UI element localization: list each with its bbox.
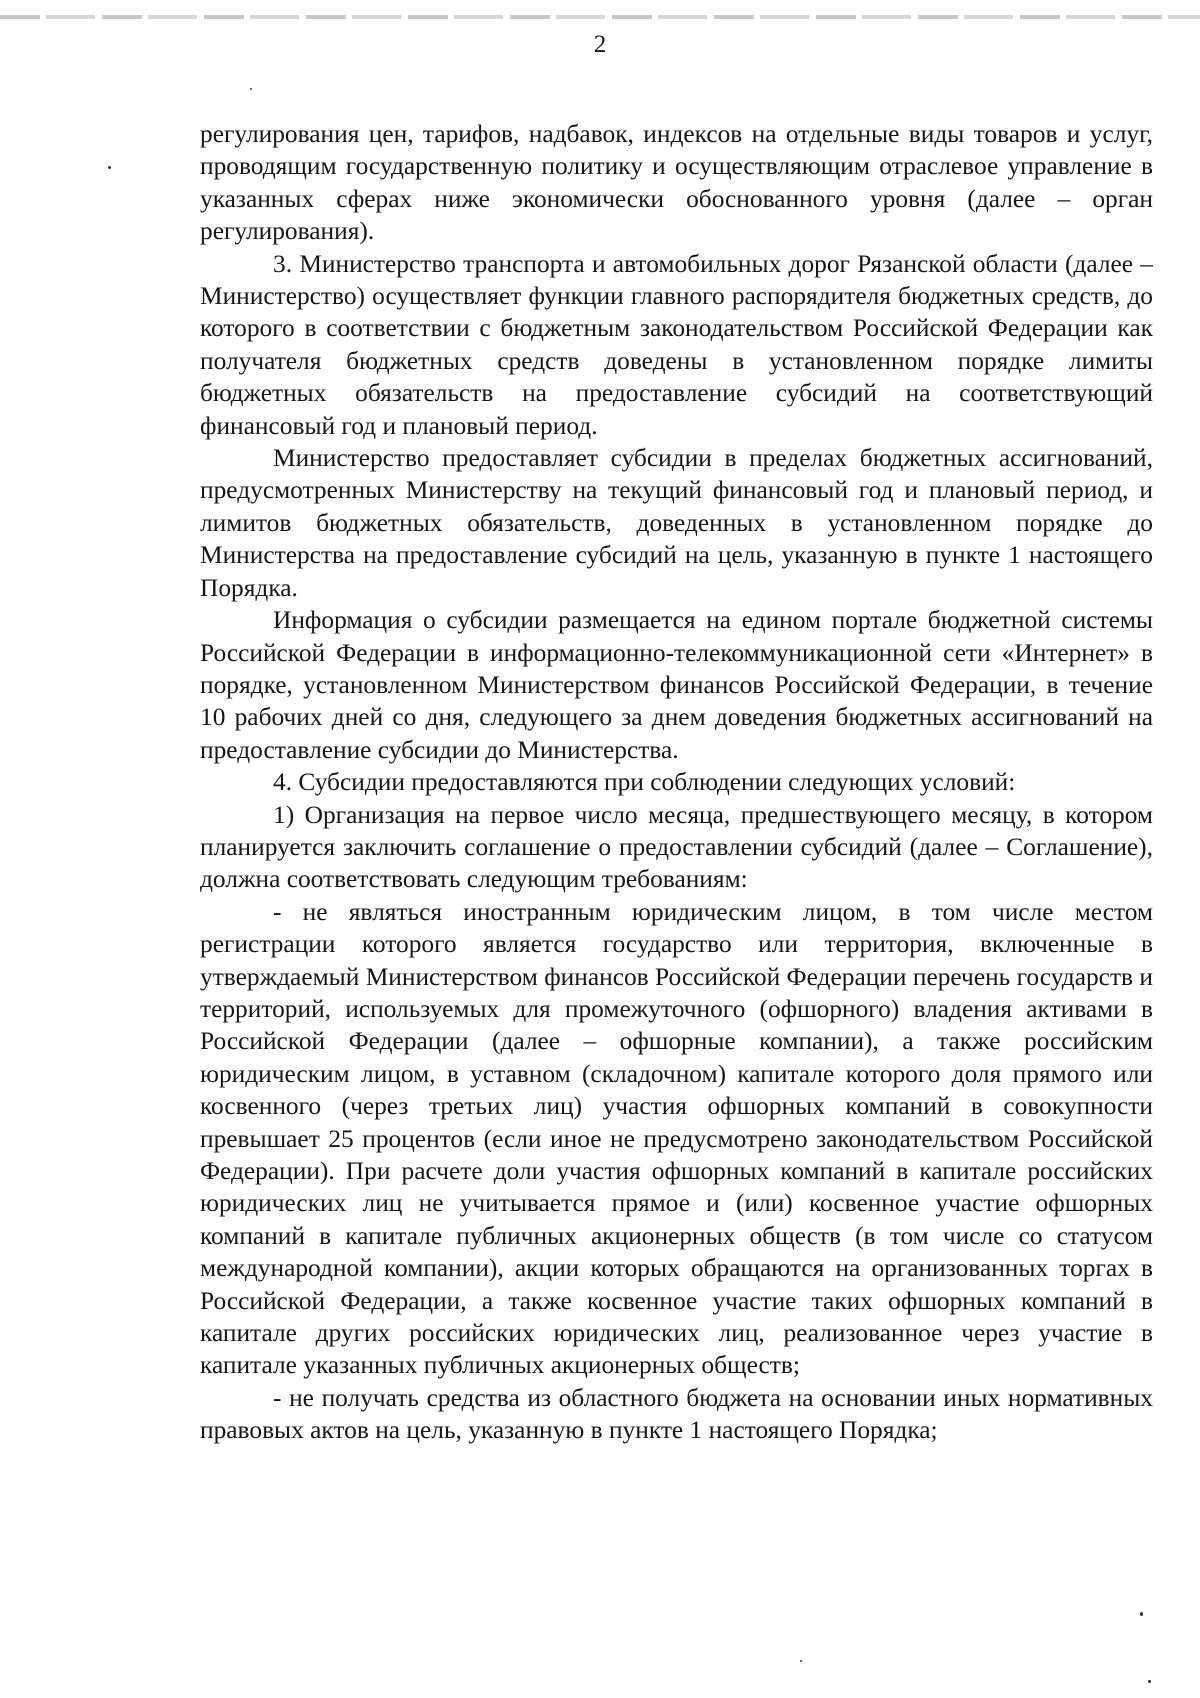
scan-speck (108, 166, 111, 169)
paragraph-ministry-subsidies: Министерство предоставляет субсидии в пределах бюджетных ассигнований, предусмотренных Министерству на текущий финансовый год и плановый период, и лимитов бюджетных обязательств, доведенных в установленном порядке до Министерства на предоставление субсидий на цель, указанную в пункте 1 настоящего Порядка. (200, 444, 1153, 602)
paragraph-item-3-ministry: 3. Министерство транспорта и автомобильных дорог Рязанской области (далее – Министерство) осуществляет функции главного распорядителя бюджетных средств, до которого в соответствии с бюджетным законодательством Российской Федерации как получателя бюджетных средств доведены в установленном порядке лимиты бюджетных обязательств на предоставление субсидий на соответствующий финансовый год и плановый период. (200, 249, 1153, 440)
page-number: 2 (593, 31, 607, 58)
scan-speck (1140, 1612, 1143, 1616)
scan-speck (800, 1660, 802, 1662)
paragraph-regulation-body: регулирования цен, тарифов, надбавок, индексов на отдельные виды товаров и услуг, проводящим государственную политику и осуществляющим отраслевое управление в указанных сферах ниже экономически обоснованного уровня (далее – орган регулирования). (200, 120, 1153, 246)
scan-speck (250, 88, 252, 90)
scan-speck (1148, 1680, 1151, 1683)
paragraph-requirement-offshore: - не являться иностранным юридическим лицом, в том числе местом регистрации которого является государство или территория, включенные в утверждаемый Министерством финансов Российской Федерации перечень государств и территорий, используемых для промежуточного (офшорного) владения активами в Российской Федерации (далее – офшорные компании), а также российским юридическим лицом, в уставном (складочном) капитале которого доля прямого или косвенного (через третьих лиц) участия офшорных компаний в совокупности превышает 25 процентов (если иное не предусмотрено законодательством Российской Федерации). При расчете доли участия офшорных компаний в капитале российских юридических лиц не учитывается прямое и (или) косвенное участие офшорных компаний в капитале публичных акционерных обществ (в том числе со статусом международной компании), акции которых обращаются на организованных торгах в Российской Федерации, а также косвенное участие таких офшорных компаний в капитале других российских юридических лиц, реализованное через участие в капитале указанных публичных акционерных обществ; (200, 897, 1153, 1380)
scan-top-edge (0, 15, 1200, 19)
paragraph-requirement-no-other-funds: - не получать средства из областного бюджета на основании иных нормативных правовых актов на цель, указанную в пункте 1 настоящего Порядка; (200, 1383, 1153, 1445)
document-body (200, 118, 1153, 1447)
paragraph-subsidy-information: Информация о субсидии размещается на едином портале бюджетной системы Российской Федерации в информационно-телекоммуникационной сети «Интернет» в порядке, установленном Министерством финансов Российской Федерации, в течение 10 рабочих дней со дня, следующего за днем доведения бюджетных ассигнований на предоставление субсидии до Министерства. (200, 606, 1153, 764)
paragraph-item-4-conditions: 4. Субсидии предоставляются при соблюдении следующих условий: (273, 768, 1016, 797)
paragraph-condition-1: 1) Организация на первое число месяца, предшествующего месяцу, в котором планируется заключить соглашение о предоставлении субсидий (далее – Соглашение), должна соответствовать следующим требованиям: (200, 800, 1153, 894)
